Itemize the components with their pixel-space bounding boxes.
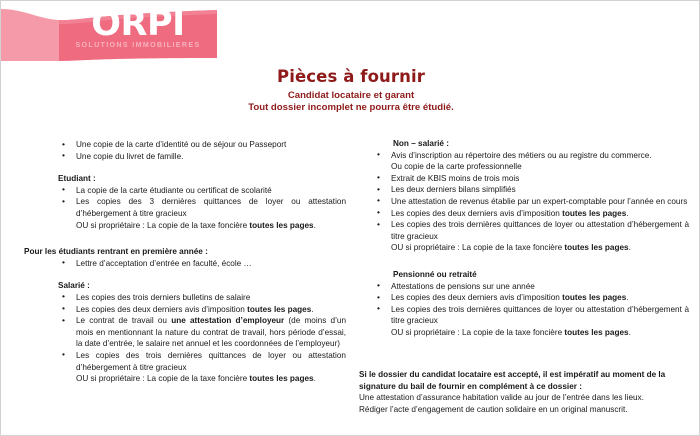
list-item: • Extrait de KBIS moins de trois mois bbox=[373, 173, 689, 185]
footer-note bbox=[359, 369, 691, 415]
list-item-alt: OU si propriétaire : La copie de la taxe foncière toutes les pages. bbox=[391, 327, 631, 337]
non-salarie-documents-list bbox=[359, 150, 689, 254]
emphasis-text: toutes les pages bbox=[249, 374, 314, 384]
list-item: • Les deux derniers bilans simplifiés bbox=[373, 184, 689, 196]
list-item-text: Les copies des 3 dernières quittances de loyer ou attestation d’hébergement à titre gracieux bbox=[76, 197, 346, 218]
pensionne-documents-list bbox=[359, 281, 689, 339]
page-subtitle: Candidat locataire et garant bbox=[287, 90, 415, 101]
section-heading-non-salarie: Non – salarié : bbox=[393, 139, 449, 148]
list-item: • Une attestation de revenus établie par un expert-comptable pour l’année en cours bbox=[373, 196, 689, 208]
list-item-text: Les copies des trois dernières quittances de loyer ou attestation d’hébergement à titre gracieux bbox=[76, 350, 346, 372]
general-documents-list bbox=[24, 139, 346, 162]
orpi-logo-tagline: SOLUTIONS IMMOBILIERES bbox=[75, 41, 201, 49]
emphasis-text: toutes les pages bbox=[562, 293, 627, 303]
list-item: • Les copies des deux derniers avis d’imposition toutes les pages. bbox=[373, 208, 689, 220]
brand-header-band bbox=[1, 1, 217, 61]
list-item bbox=[373, 219, 689, 254]
section-heading-pensionne: Pensionné ou retraité bbox=[393, 269, 477, 279]
list-item-text: Les copies des trois dernières quittances de loyer ou attestation d’hébergement à titre gracieux bbox=[391, 304, 689, 326]
footer-line-4: Rédiger l’acte d’engagement de caution solidaire en un original manuscrit. bbox=[359, 404, 628, 414]
emphasis-text: toutes les pages bbox=[247, 304, 312, 314]
list-item: • La copie de la carte étudiante ou certificat de scolarité bbox=[58, 185, 346, 197]
list-item-alt: OU si propriétaire : La copie de la taxe foncière toutes les pages. bbox=[76, 374, 316, 384]
emphasis-text: toutes les pages bbox=[564, 243, 629, 253]
left-column bbox=[24, 139, 346, 385]
page-title: Pièces à fournir bbox=[277, 67, 425, 86]
page-notice: Tout dossier incomplet ne pourra être étudié. bbox=[248, 102, 454, 113]
list-item-alt: OU si propriétaire : La copie de la taxe foncière toutes les pages. bbox=[391, 243, 631, 253]
list-item: • Une copie du livret de famille. bbox=[58, 151, 346, 163]
premiere-annee-documents-list bbox=[24, 258, 346, 270]
list-item bbox=[373, 150, 689, 173]
list-item-alt: Ou copie de la carte professionnelle bbox=[391, 162, 522, 172]
salarie-documents-list bbox=[24, 292, 346, 385]
list-item: • Les copies des deux derniers avis d’imposition toutes les pages. bbox=[373, 292, 689, 304]
list-item: • Attestations de pensions sur une année bbox=[373, 281, 689, 293]
emphasis-text: toutes les pages bbox=[249, 220, 314, 230]
section-heading-etudiant: Etudiant : bbox=[58, 174, 96, 184]
band-shape-icon bbox=[1, 1, 217, 61]
footer-line-1: Si le dossier du candidat locataire est accepté, il est impératif au moment de la bbox=[359, 370, 666, 379]
list-item bbox=[373, 304, 689, 339]
footer-line-2: signature du bail de fournir en complément à ce dossier : bbox=[359, 381, 582, 391]
list-item bbox=[58, 196, 346, 231]
list-item bbox=[58, 350, 346, 385]
etudiant-documents-list bbox=[24, 185, 346, 231]
section-heading-salarie: Salarié : bbox=[58, 281, 90, 291]
section-heading-premiere-annee: Pour les étudiants rentrant en première année : bbox=[24, 247, 208, 257]
emphasis-text: toutes les pages bbox=[562, 208, 627, 218]
right-column bbox=[359, 138, 689, 339]
emphasis-text: une attestation d’employeur bbox=[171, 316, 285, 326]
list-item: • Les copies des deux derniers avis d’imposition toutes les pages. bbox=[58, 304, 346, 316]
emphasis-text: toutes les pages bbox=[564, 327, 629, 337]
list-item-alt: OU si propriétaire : La copie de la taxe foncière toutes les pages. bbox=[76, 220, 316, 230]
list-item: • Une copie de la carte d’identité ou de séjour ou Passeport bbox=[58, 139, 346, 151]
list-item: • Lettre d’acceptation d’entrée en faculté, école … bbox=[58, 258, 346, 270]
list-item: • Le contrat de travail ou une attestation d’employeur (de moins d’un mois en mentionnant la nature du contrat de travail, hors période d’essai, la date d’entrée, le salaire net annuel et les coordonnées de l’employeur) bbox=[58, 315, 346, 350]
orpi-logo-text: ORPI bbox=[91, 4, 185, 44]
footer-line-3: Une attestation d’assurance habitation valide au jour de l’entrée dans les lieux. bbox=[359, 393, 644, 403]
list-item-text: Avis d’inscription au répertoire des métiers ou au registre du commerce. bbox=[391, 150, 652, 160]
list-item-text: Les copies des trois dernières quittances de loyer ou attestation d’hébergement à titre gracieux bbox=[391, 220, 689, 241]
list-item: • Les copies des trois derniers bulletins de salaire bbox=[58, 292, 346, 304]
title-block bbox=[1, 67, 700, 113]
